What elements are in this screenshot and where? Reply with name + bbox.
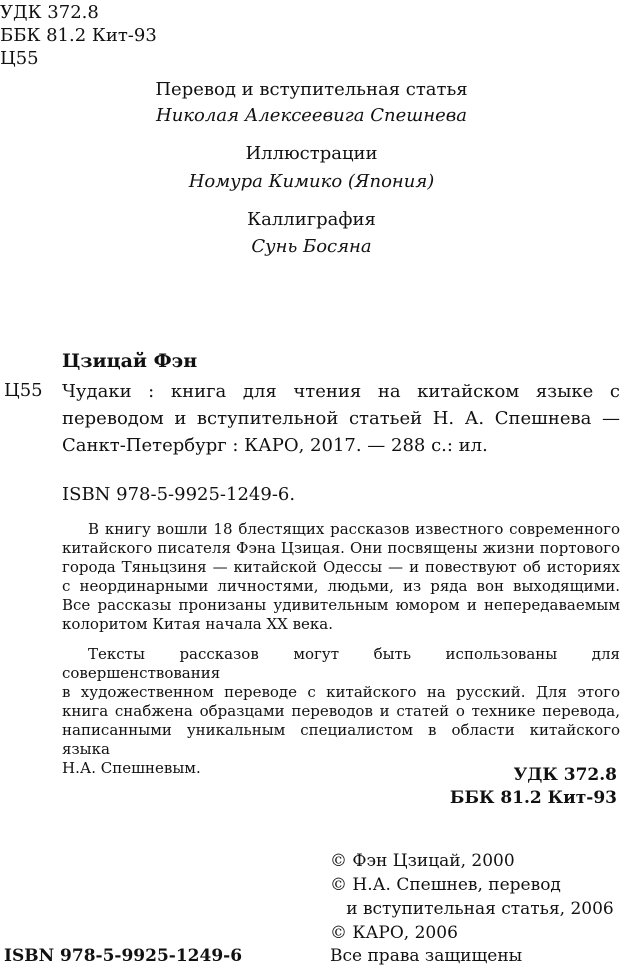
- illustrations-label: Иллюстрации: [245, 143, 378, 164]
- bibliographic-description: [62, 378, 620, 459]
- annotation-line: написанными уникальным специалистом в области китайского языка: [62, 721, 620, 758]
- description-line: Санкт-Петербург : КАРО, 2017. — 288 с.: ил.: [62, 435, 488, 456]
- calligraphy-name: Сунь Босяна: [251, 236, 372, 257]
- copyright-line: © КАРО, 2006: [330, 923, 458, 943]
- annotation-line: Н.А. Спешневым.: [62, 759, 201, 777]
- bbk-code-top: ББК 81.2 Кит-93: [0, 25, 157, 46]
- copyright-line: © Н.А. Спешнев, перевод: [330, 875, 561, 895]
- annotation-line: книга снабжена образцами переводов и статей о технике перевода,: [62, 702, 620, 720]
- annotation-paragraph-2: [62, 645, 620, 778]
- illustrations-name: Номура Кимико (Япония): [188, 171, 435, 192]
- udk-code-bottom: УДК 372.8: [513, 765, 617, 785]
- annotation-line: Тексты рассказов могут быть использованы для совершенствования: [62, 645, 620, 682]
- translation-name: Николая Алексеевига Спешнева: [156, 105, 467, 126]
- udk-code-top: УДК 372.8: [0, 2, 99, 23]
- annotation-paragraph-1: [62, 520, 620, 634]
- author-heading: Цзицай Фэн: [62, 350, 198, 372]
- isbn-footer: ISBN 978-5-9925-1249-6: [4, 946, 243, 966]
- description-line: переводом и вступительной статьей Н. А. Спешнева —: [62, 408, 620, 429]
- annotation-line: в художественном переводе с китайского на русский. Для этого: [62, 683, 620, 701]
- calligraphy-label: Каллиграфия: [247, 209, 376, 230]
- author-mark-top: Ц55: [0, 48, 39, 69]
- description-line: Чудаки : книга для чтения на китайском языке с: [62, 381, 620, 402]
- translation-label: Перевод и вступительная статья: [155, 79, 468, 100]
- annotation-line: с неординарными личностями, людьми, из ряда вон выходящими.: [62, 577, 620, 595]
- catalog-code: Ц55: [4, 380, 43, 401]
- rights-notice: Все права защищены: [330, 946, 523, 966]
- copyright-line: и вступительная статья, 2006: [330, 899, 614, 919]
- copyright-line: © Фэн Цзицай, 2000: [330, 851, 515, 871]
- annotation-line: города Тяньцзиня — китайской Одессы — и повествуют об историях: [62, 558, 620, 576]
- annotation-line: колоритом Китая начала XX века.: [62, 615, 333, 633]
- annotation-line: китайского писателя Фэна Цзицая. Они посвящены жизни портового: [62, 539, 620, 557]
- annotation-line: Все рассказы пронизаны удивительным юмором и непередаваемым: [62, 596, 620, 614]
- bbk-code-bottom: ББК 81.2 Кит-93: [449, 788, 617, 808]
- annotation-line: В книгу вошли 18 блестящих рассказов известного современного: [88, 520, 620, 538]
- isbn-entry: ISBN 978-5-9925-1249-6.: [62, 484, 296, 505]
